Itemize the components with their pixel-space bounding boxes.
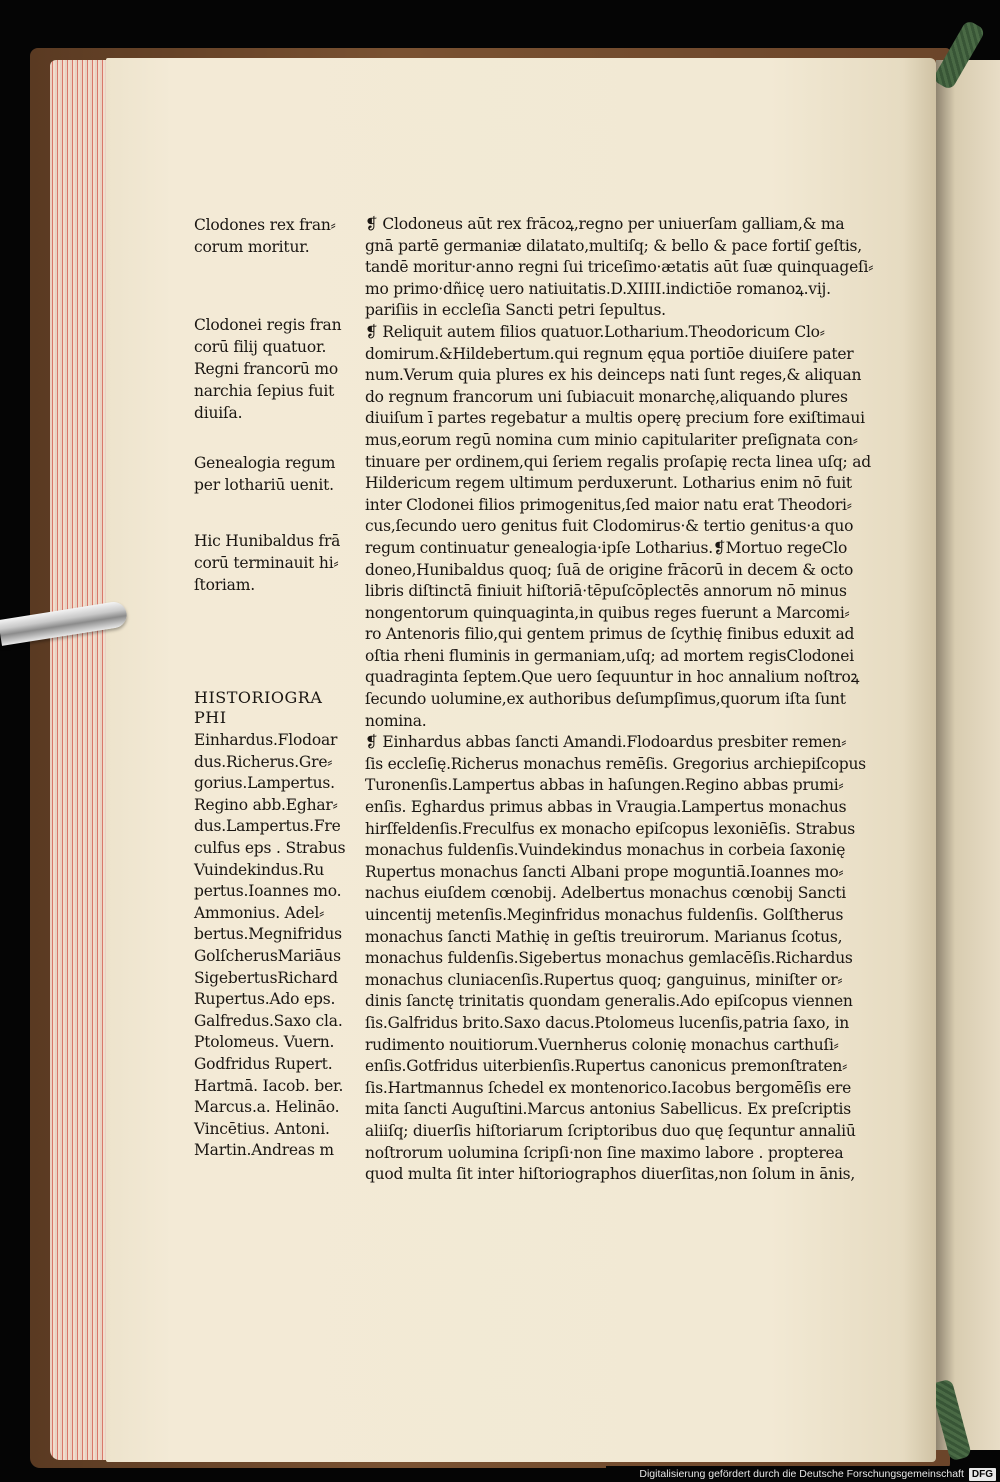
main-text-column: [365, 214, 885, 1186]
page-edges: [50, 60, 110, 1460]
dfg-logo-icon: DFG: [969, 1468, 996, 1481]
footer-credit-text: Digitalisierung gefördert durch die Deutsche Forschungsgemeinschaft: [639, 1468, 964, 1480]
margin-note-clodones: Clodones rex fran⸗ corum moritur.: [194, 216, 336, 256]
paragraph-authors: ❡ Einhardus abbas ſancti Amandi.Flodoardus presbiter remen⸗ ſis eccleſię.Richerus monachus remēſis. Gregorius archiepiſcopus Turonenſis.Lampertus abbas in haſungen.Regino abbas prumi⸗ enſis. Eghardus primus abbas in Vraugia.Lampertus monachus hirſfeldenſis.Freculfus ex monacho epiſcopus lexoniēſis. Strabus monachus fuldenſis.Vuindekindus monachus in corbeia ſaxonię Rupertus monachus ſancti Albani prope moguntiā.Ioannes mo⸗ nachus eiuſdem cœnobij. Adelbertus monachus cœnobij Sancti uincentij metenſis.Meginfridus monachus fuldenſis. Golſtherus monachus ſancti Mathię in geſtis treuirorum. Marianus ſcotus, monachus fuldenſis.Sigebertus monachus gemlacēſis.Richardus monachus cluniacenſis.Rupertus quoq; ganguinus, miniſter or⸗ dinis ſanctę trinitatis quondam generalis.Ado epiſcopus viennen ſis.Galfridus brito.Saxo dacus.Ptolomeus lucenſis,patria ſaxo, in rudimento nouitiorum.Vuernherus colonię monachus carthuſi⸗ enſis.Gotfridus uiterbienſis.Rupertus canonicus premonſtraten⸗ ſis.Hartmannus ſchedel ex montenorico.Iacobus bergomēſis ere mita ſancti Auguſtini.Marcus antonius Sabellicus. Ex preſcriptis aliiſq; diuerſis hiſtoriarum ſcriptoribus duo quę ſequntur annaliū noſtrorum uolumina ſcripſi·non ſine maximo labore . propterea quod multa ſit inter hiſtoriographos diuerſitas,non ſolum in ānis,: [365, 733, 866, 1184]
historiographi-title: HISTORIOGRA PHI: [194, 688, 323, 727]
margin-note-hunibaldus: Hic Hunibaldus frā corū terminauit hi⸗ ſtoriam.: [194, 532, 341, 594]
margin-note-clodonei-filii: Clodonei regis fran corū filij quatuor. Regni francorū mo narchia ſepius fuit diuiſa.: [194, 316, 342, 422]
facing-page-edge: [936, 60, 1000, 1450]
paragraph-reliquit: ❡ Reliquit autem filios quatuor.Lotharium.Theodoricum Clo⸗ domirum.&Hildebertum.qui regnum ęqua portiōe diuiſere pater num.Verum quia plures ex his deinceps nati ſunt reges,& aliquan do regnum francorum uni ſubiacuit monarchę,aliquando plures diuiſum ī partes regebatur a multis operę precium fore exiſtimaui mus,eorum regū nomina cum minio capitulariter preſignata con⸗ tinuare per ordinem,qui ſeriem regalis proſapię recta linea uſq; ad Hildericum regem ultimum perduxerunt. Lotharius enim nō fuit inter Clodonei filios primogenitus,ſed maior natu erat Theodori⸗ cus,ſecundo uero genitus fuit Clodomirus·& tertio genitus·a quo regum continuatur genealogia·ipſe Lotharius.❡Mortuo regeClo doneo,Hunibaldus quoq; ſuā de origine frācorū in decem & octo libris diſtinctā finiuit hiſtoriā·tēpuſcōplectēs annorum nō minus nongentorum quinquaginta,in quibus reges fuerunt a Marcomi⸗ ro Antenoris filio,qui gentem primus de ſcythię finibus eduxit ad oſtia rheni fluminis in germaniam,uſq; ad mortem regisClodonei quadraginta ſeptem.Que uero ſequuntur in hoc annalium noſtroꝝ ſecundo uolumine,ex authoribus deſumpſimus,quorum iſta ſunt nomina.: [365, 322, 871, 730]
margin-note-genealogia: Genealogia regum per lothariū uenit.: [194, 454, 336, 494]
historiographi-names: Einhardus.Flodoar dus.Richerus.Gre⸗ gorius.Lampertus. Regino abb.Eghar⸗ dus.Lampertus.Fre culfus eps . Strabus Vuindekindus.Ru pertus.Ioannes mo. Ammonius. Adel⸗ bertus.Megnifridus GolſcherusMariāus SigebertusRichard Rupertus.Ado eps. Galfredus.Saxo cla. Ptolomeus. Vuern. Godfridus Rupert. Hartmā. Iacob. ber. Marcus.a. Helināo. Vincētius. Antoni. Martin.Andreas m: [194, 731, 346, 1160]
margin-column: [194, 0, 354, 1400]
paragraph-clodoneus: ❡ Clodoneus aūt rex frācoꝝ,regno per uniuerſam galliam,& ma gnā partē germaniæ dilatato,multiſq; & bello & pace fortiſ geſtis, tandē moritur·anno regni ſui triceſimo·ætatis aūt ſuæ quinquageſi⸗ mo primo·dñicę uero natiuitatis.D.XIIII.indictiōe romanoꝝ.vij. pariſiis in eccleſia Sancti petri ſepultus.: [365, 215, 874, 320]
digitization-footer: [606, 1466, 1000, 1482]
